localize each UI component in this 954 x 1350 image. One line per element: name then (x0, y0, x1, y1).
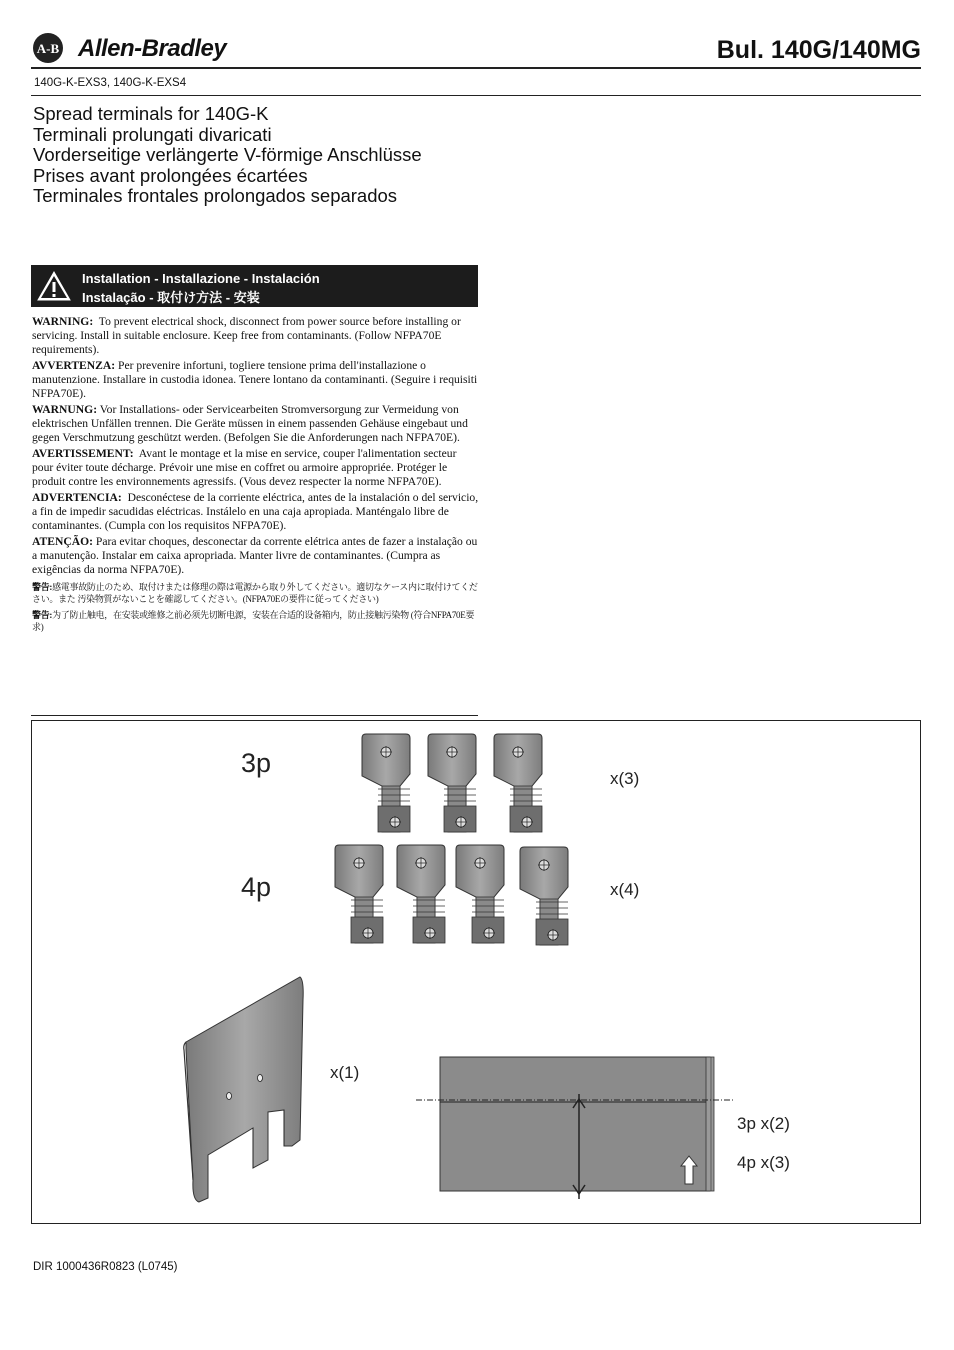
qty-4p-plates: 4p x(3) (737, 1153, 790, 1172)
label-3p: 3p (241, 748, 272, 778)
label-4p: 4p (241, 872, 272, 902)
warning-pt: ATENÇÃO: Para evitar choques, desconectar da corrente elétrica antes de fazer a instalação ou a manutenção. Instalar em caixa apropriada. Manter livre de contaminantes. (Cumpra as exigências da norma NFPA70E). (32, 535, 478, 576)
warning-en: WARNING: To prevent electrical shock, disconnect from power source before installing or servicing. Install in suitable enclosure. Keep free from contaminants. (Follow NFPA70E requirements). (32, 315, 461, 356)
title-en: Spread terminals for 140G-K (33, 103, 269, 124)
qty-3p-plates: 3p x(2) (737, 1114, 790, 1133)
warning-zh: 警告:为了防止触电，在安装或维修之前必须先切断电源，安装在合适的设备箱内，防止接触污染物 (符合NFPA70E要求) (32, 610, 475, 632)
terminal-3p-1 (362, 734, 410, 832)
terminal-4p-3 (456, 845, 504, 943)
installation-header-line2: Instalação - 取付け方法 - 安装 (82, 290, 260, 305)
terminal-4p-2 (397, 845, 445, 943)
title-de: Vorderseitige verlängerte V-förmige Anschlüsse (33, 144, 422, 165)
terminal-barrier (184, 977, 303, 1202)
qty-4p-terminals: x(4) (610, 880, 640, 899)
bulletin-title: Bul. 140G/140MG (716, 36, 921, 64)
terminal-3p-2 (428, 734, 476, 832)
title-fr: Prises avant prolongées écartées (33, 164, 308, 186)
installation-header-line1: Installation - Installazione - Instalación (82, 271, 320, 286)
warning-de: WARNUNG: Vor Installations- oder Servicearbeiten Stromversorgung zur Vermeidung von elektrischen Unfällen trennen. Die Geräte müssen in einem passenden Gehäuse eingebaut und gegen Verschmutzung geschützt werden. (Befolgen Sie die Anforderungen nach NFPA70E). (32, 403, 468, 444)
terminal-4p-1 (335, 845, 383, 943)
terminal-3p-3 (494, 734, 542, 832)
document-number: DIR 1000436R0823 (L0745) (33, 1261, 178, 1273)
warning-es: ADVERTENCIA: Desconéctese de la corriente eléctrica, antes de la instalación o del servicio, a fin de impedir sacudidas eléctricas. Instálelo en una caja apropiada. Manténgalo libre de contaminantes. (Cumpla con los requisitos NFPA70E). (32, 491, 479, 532)
catalog-numbers: 140G-K-EXS3, 140G-K-EXS4 (34, 77, 187, 89)
qty-3p-terminals: x(3) (610, 769, 640, 788)
title-es: Terminales frontales prolongados separados (33, 185, 398, 206)
warning-fr: AVERTISSEMENT: Avant le montage et la mise en service, couper l'alimentation secteur pour éviter toute décharge. Prévoir une mise en coffret ou armoire appropriée. Protéger le produit contre les environnements agressifs. (Vous devez respecter la norme NFPA70E). (32, 447, 457, 488)
title-it: Terminali prolungati divaricati (33, 123, 272, 145)
qty-barrier: x(1) (330, 1063, 360, 1082)
warning-it: AVVERTENZA: Per prevenire infortuni, togliere tensione prima dell'installazione o manutenzione. Installare in custodia idonea. Tenere lontano da contaminanti. (Seguire i requisiti NFPA70E). (32, 359, 478, 400)
warning-ja: 警告:感電事故防止のため、取付けまたは修理の際は電源から取り外してください。適切なケース内に取付けてください。また 汚染物質がないことを確認してください。(NFPA70Eの要件に従ってください) (32, 582, 478, 604)
allen-bradley-logo: A-B (33, 33, 63, 63)
terminal-4p-4 (520, 847, 568, 945)
brand-name: Allen-Bradley (78, 35, 227, 62)
